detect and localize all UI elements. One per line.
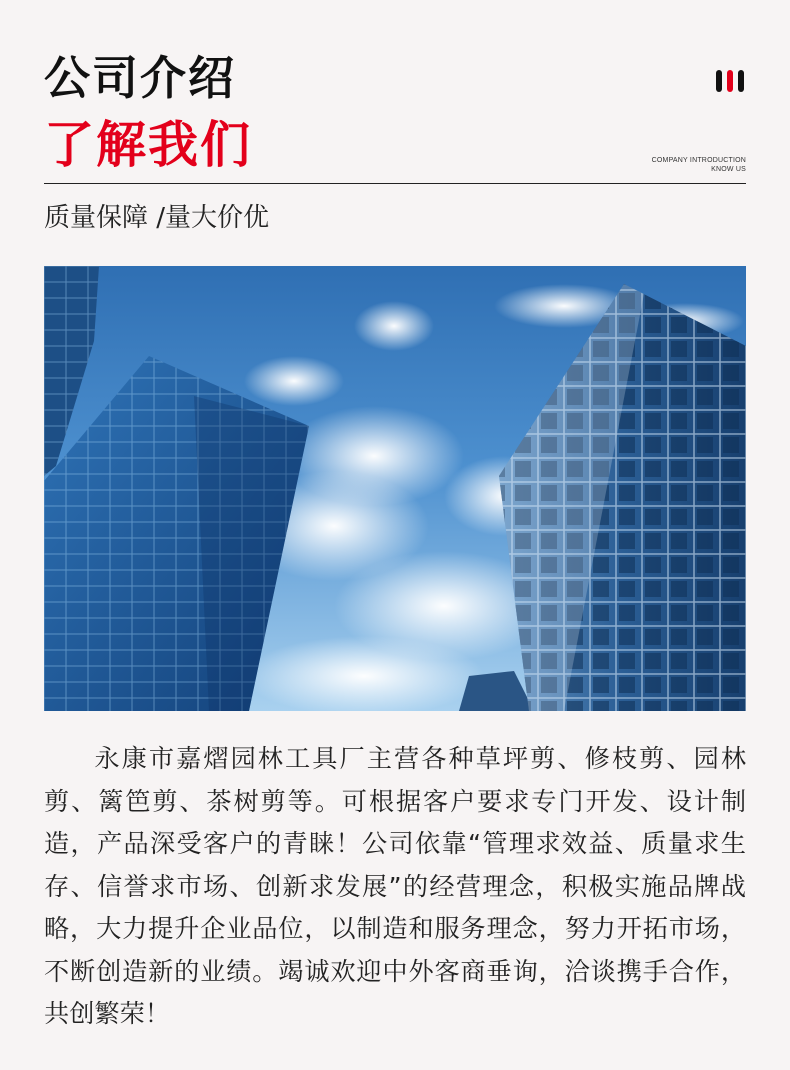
intro-paragraph: 永康市嘉熠园林工具厂主营各种草坪剪、修枝剪、园林剪、篱笆剪、茶树剪等。可根据客户要求专门开发、设计制造，产品深受客户的青睐！公司依靠“管理求效益、质量求生存、信誉求市场、创新求发展”的经营理念，积极实施品牌战略，大力提升企业品位，以制造和服务理念，努力开拓市场，不断创造新的业绩。竭诚欢迎中外客商垂询，洽谈携手合作，共创繁荣！: [44, 744, 746, 1028]
page-subtitle: 了解我们: [44, 116, 252, 174]
page-title: 公司介绍: [44, 51, 236, 105]
english-caption: [652, 156, 746, 174]
tagline: 质量保障 /量大价优: [44, 203, 270, 233]
header-divider: [44, 183, 746, 184]
english-caption-line1: COMPANY INTRODUCTION: [651, 157, 746, 164]
skyscrapers-photo: [44, 266, 746, 711]
english-caption-line2: KNOW US: [711, 166, 746, 173]
decorative-bars-icon: [716, 70, 746, 92]
